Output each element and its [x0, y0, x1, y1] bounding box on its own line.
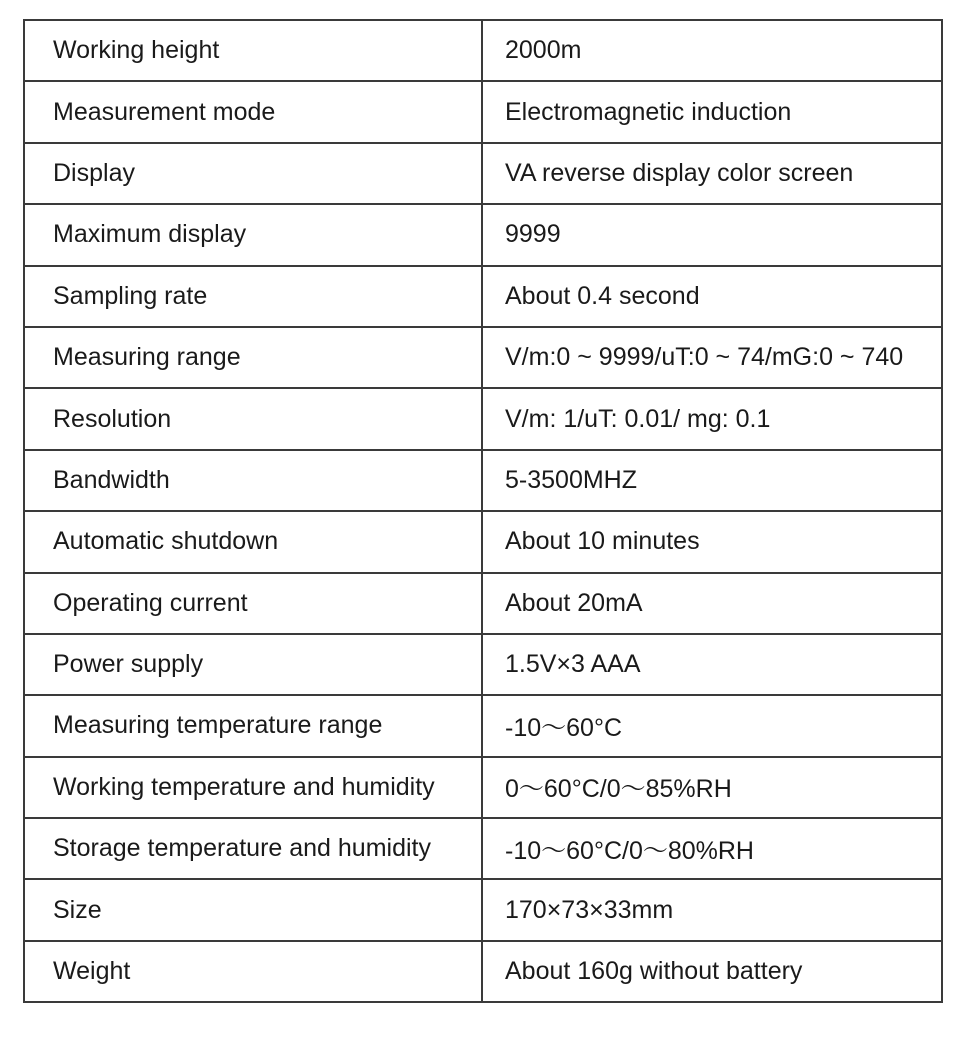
- spec-label: Automatic shutdown: [24, 511, 482, 572]
- spec-label: Resolution: [24, 388, 482, 449]
- spec-value: V/m:0 ~ 9999/uT:0 ~ 74/mG:0 ~ 740: [482, 327, 942, 388]
- spec-value: 1.5V×3 AAA: [482, 634, 942, 695]
- spec-value: 9999: [482, 204, 942, 265]
- spec-row-weight: [24, 941, 942, 1002]
- spec-label: Working height: [24, 20, 482, 81]
- spec-label: Operating current: [24, 573, 482, 634]
- spec-label: Weight: [24, 941, 482, 1002]
- spec-value: VA reverse display color screen: [482, 143, 942, 204]
- spec-row-storage-temperature-humidity: [24, 818, 942, 879]
- spec-row-sampling-rate: [24, 266, 942, 327]
- spec-row-measuring-range: [24, 327, 942, 388]
- spec-value: 2000m: [482, 20, 942, 81]
- spec-value: About 160g without battery: [482, 941, 942, 1002]
- spec-row-power-supply: [24, 634, 942, 695]
- spec-row-display: [24, 143, 942, 204]
- spec-value: 170×73×33mm: [482, 879, 942, 940]
- spec-label: Measurement mode: [24, 81, 482, 142]
- spec-value: Electromagnetic induction: [482, 81, 942, 142]
- spec-row-measurement-mode: [24, 81, 942, 142]
- spec-row-bandwidth: [24, 450, 942, 511]
- spec-label: Size: [24, 879, 482, 940]
- spec-value: V/m: 1/uT: 0.01/ mg: 0.1: [482, 388, 942, 449]
- spec-row-operating-current: [24, 573, 942, 634]
- spec-value: 5-3500MHZ: [482, 450, 942, 511]
- spec-value: -10～60°C/0～80%RH: [482, 818, 942, 879]
- spec-label: Bandwidth: [24, 450, 482, 511]
- spec-value: -10～60°C: [482, 695, 942, 756]
- spec-row-working-temperature-humidity: [24, 757, 942, 818]
- spec-label: Measuring range: [24, 327, 482, 388]
- spec-label: Power supply: [24, 634, 482, 695]
- spec-value: 0～60°C/0～85%RH: [482, 757, 942, 818]
- spec-row-maximum-display: [24, 204, 942, 265]
- spec-value: About 20mA: [482, 573, 942, 634]
- spec-value: About 0.4 second: [482, 266, 942, 327]
- spec-label: Sampling rate: [24, 266, 482, 327]
- spec-label: Working temperature and humidity: [24, 757, 482, 818]
- spec-value: About 10 minutes: [482, 511, 942, 572]
- spec-label: Storage temperature and humidity: [24, 818, 482, 879]
- spec-table: [23, 19, 943, 1003]
- spec-row-resolution: [24, 388, 942, 449]
- spec-row-working-height: [24, 20, 942, 81]
- spec-row-measuring-temperature-range: [24, 695, 942, 756]
- spec-row-size: [24, 879, 942, 940]
- spec-label: Maximum display: [24, 204, 482, 265]
- spec-label: Display: [24, 143, 482, 204]
- spec-label: Measuring temperature range: [24, 695, 482, 756]
- spec-row-automatic-shutdown: [24, 511, 942, 572]
